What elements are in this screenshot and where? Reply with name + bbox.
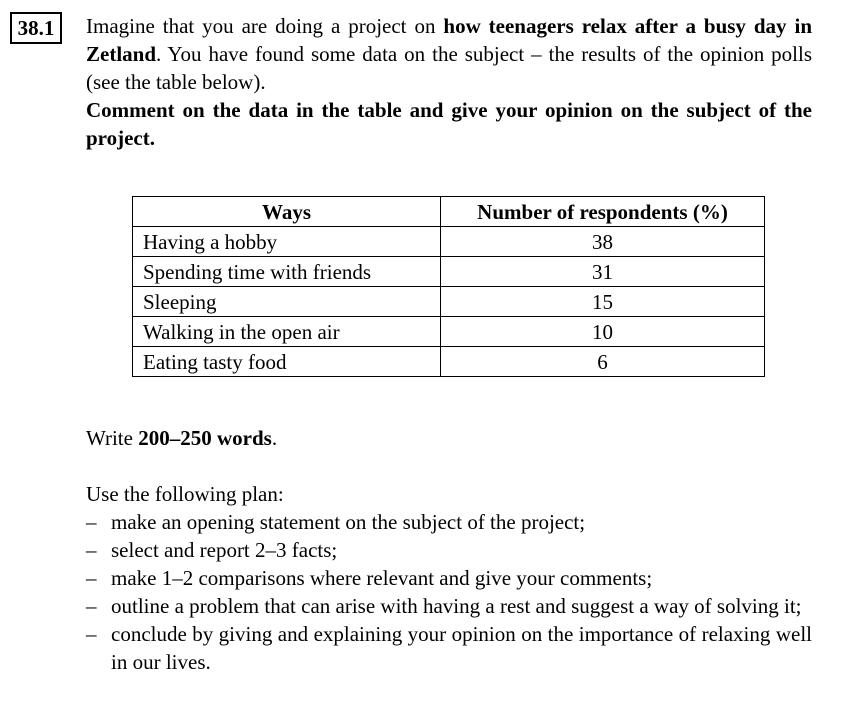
header-respondents: Number of respondents (%) — [441, 197, 765, 227]
plan-item-text: select and report 2–3 facts; — [111, 538, 338, 562]
table-row — [133, 287, 765, 317]
dash-bullet: – — [86, 594, 97, 618]
row-value: 15 — [441, 287, 765, 317]
writing-plan — [86, 480, 812, 676]
header-ways: Ways — [133, 197, 441, 227]
row-way: Sleeping — [133, 287, 441, 317]
word-count: 200–250 words — [138, 426, 272, 450]
table-row — [133, 317, 765, 347]
row-way: Walking in the open air — [133, 317, 441, 347]
dash-bullet: – — [86, 566, 97, 590]
plan-intro: Use the following plan: — [86, 482, 284, 506]
row-way: Having a hobby — [133, 227, 441, 257]
dash-bullet: – — [86, 622, 97, 646]
instruction-bold: Comment on the data in the table and give your opinion on the subject of the project — [86, 98, 812, 150]
plan-list — [86, 508, 812, 676]
intro-text-2: . You have found some data on the subject – the results of the opinion polls (see the table below). — [86, 42, 812, 94]
word-count-instruction — [86, 424, 277, 452]
task-instruction — [86, 96, 812, 152]
list-item — [86, 564, 812, 592]
list-item — [86, 620, 812, 676]
row-value: 31 — [441, 257, 765, 287]
table-row — [133, 257, 765, 287]
instruction-end: . — [149, 126, 155, 150]
plan-item-text: conclude by giving and explaining your opinion on the importance of relaxing well in our lives. — [111, 622, 812, 674]
list-item — [86, 592, 812, 620]
write-suffix: . — [271, 426, 278, 450]
table-row — [133, 347, 765, 377]
row-value: 6 — [441, 347, 765, 377]
intro-text-1: Imagine that you are doing a project on — [86, 14, 444, 38]
poll-results-table — [132, 196, 765, 377]
intro-bold-topic: how teenagers relax after a busy day in Zetland — [86, 14, 812, 66]
task-intro — [86, 12, 812, 96]
dash-bullet: – — [86, 510, 97, 534]
row-way: Eating tasty food — [133, 347, 441, 377]
task-number: 38.1 — [10, 12, 62, 44]
table-row — [133, 227, 765, 257]
table-header-row — [133, 197, 765, 227]
task-prompt — [86, 12, 812, 152]
plan-item-text: make 1–2 comparisons where relevant and give your comments; — [111, 566, 653, 590]
write-prefix: Write — [86, 426, 139, 450]
row-way: Spending time with friends — [133, 257, 441, 287]
row-value: 38 — [441, 227, 765, 257]
list-item — [86, 508, 812, 536]
plan-item-text: make an opening statement on the subject of the project; — [111, 510, 586, 534]
row-value: 10 — [441, 317, 765, 347]
plan-item-text: outline a problem that can arise with having a rest and suggest a way of solving it; — [111, 594, 802, 618]
dash-bullet: – — [86, 538, 97, 562]
list-item — [86, 536, 812, 564]
